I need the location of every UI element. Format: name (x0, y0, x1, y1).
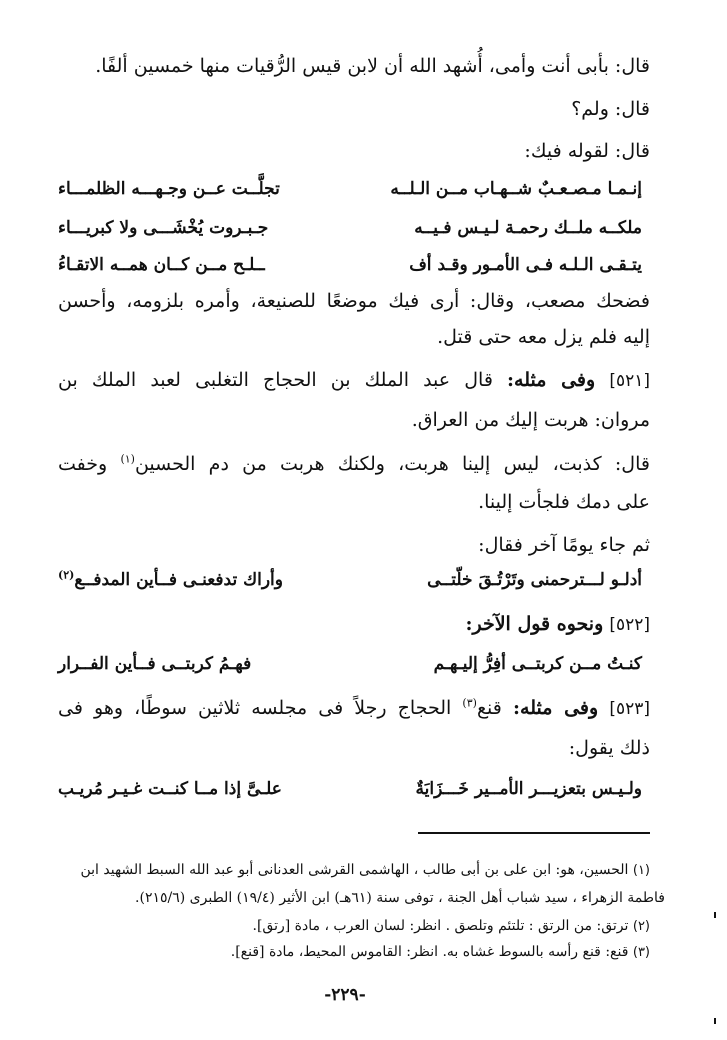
footnote-ref: (١) (120, 452, 135, 466)
footnote-text: قنع: قنع رأسه بالسوط غشاه به. انظر: القاموس المحيط، مادة [قنع]. (230, 944, 629, 960)
paragraph-521 (58, 368, 650, 393)
body-line: إليه فلم يزل معه حتى قتل. (437, 326, 650, 348)
footnote-text: ترتق: من الرتق : تلتئم وتلصق . انظر: لسان العرب ، مادة [رتق]. (252, 918, 629, 934)
paragraph-522 (465, 612, 650, 637)
footnote-ref: (٣) (462, 696, 477, 710)
body-line: ذلك يقول: (568, 737, 650, 759)
footnote-text: الحسين، هو: ابن على بن أبى طالب ، الهاشمى القرشى العدنانى أبو عبد الله السبط الشهيد ابن (80, 862, 629, 878)
footnote-2 (58, 916, 650, 937)
entry-number: [٥٢١] (609, 371, 650, 391)
verse-hemistich: يتـقـى الـلـه فـى الأمـور وقـد أف (409, 255, 642, 275)
verse-line (58, 214, 650, 242)
entry-text: قال عبد الملك بن الحجاج التغلبى لعبد الملك بن (58, 369, 493, 391)
body-line: فضحك مصعب، وقال: أرى فيك موضعًا للصنيعة، وأمره بلزومه، وأحسن (58, 290, 650, 312)
entry-label: وفى مثله: (507, 369, 596, 391)
verse-hemistich: جـبـروت يُخْشَـــى ولا كبريـــاء (58, 218, 269, 238)
body-line: ثم جاء يومًا آخر فقال: (478, 534, 650, 556)
text-run: الحجاج رجلاً فى مجلسه ثلاثين سوطًا، وهو فى (58, 697, 463, 719)
verse-hemistich: ملكــه ملــك رحمـة لـيـس فـيــه (414, 218, 642, 238)
verse-hemistich: فهـمُ كربتــى فــأين الفــرار (58, 654, 252, 674)
verse-hemistich (58, 566, 283, 594)
scan-mark (714, 1018, 716, 1024)
text-run: قنع (476, 697, 502, 719)
footnote-1-cont: فاطمة الزهراء ، سيد شباب أهل الجنة ، توفى سنة (٦١هـ) ابن الأثير (١٩/٤) الطبرى (٢١٥/٦). (135, 890, 665, 906)
verse-line (58, 775, 650, 803)
footnote-number: (٣) (632, 945, 650, 960)
body-line: قال: ولم؟ (571, 98, 650, 120)
verse-line (58, 566, 650, 594)
verse-hemistich: كنـتُ مــن كربتــى أفِرُّ إليـهـم (433, 654, 642, 674)
verse-hemistich: ــلـح مــن كــان همــه الاتقـاءُ (58, 255, 265, 275)
text-run: وأراك تدفعنـى فــأين المدفــع (74, 570, 283, 590)
text-run: قال: كذبت، ليس إلينا هربت، ولكنك هربت من دم الحسين (134, 453, 650, 475)
verse-hemistich: تجلَّــت عــن وجـهـــه الظلمـــاء (58, 179, 280, 199)
body-line: قال: لقوله فيك: (524, 140, 650, 162)
footnote-separator (418, 832, 650, 834)
paragraph-523 (58, 696, 650, 721)
verse-line (58, 650, 650, 678)
scan-mark (714, 912, 716, 918)
verse-line (58, 251, 650, 279)
entry-label: وفى مثله: (513, 697, 599, 719)
verse-hemistich: علـىَّ إذا مــا كنــت غـيـر مُريـب (58, 779, 282, 799)
footnote-1 (58, 860, 650, 881)
footnote-number: (٢) (632, 919, 650, 934)
entry-number: [٥٢٢] (609, 615, 650, 635)
entry-label: ونحوه قول الآخر: (465, 613, 604, 635)
footnote-number: (١) (632, 863, 650, 878)
footnote-ref: (٢) (58, 568, 75, 582)
body-line: مروان: هربت إليك من العراق. (411, 409, 650, 431)
body-line (58, 452, 650, 476)
verse-hemistich: ولـيـس بتعزيـــر الأمــير خَـــزَايَةٌ (415, 779, 642, 799)
text-run: وخفت (58, 453, 121, 475)
footnote-3 (58, 942, 650, 963)
body-line: على دمك فلجأت إلينا. (478, 491, 650, 513)
verse-hemistich: إنـمـا مـصـعـبٌ شــهـاب مــن الـلــه (390, 179, 642, 199)
page-number: -٢٢٩- (324, 985, 366, 1005)
verse-line (58, 175, 650, 203)
entry-number: [٥٢٣] (609, 699, 650, 719)
verse-hemistich: أدلـو لـــترحمنى وتَرْتُـقَ خلّتــى (427, 570, 642, 590)
body-line: قال: بأبى أنت وأمى، أُشهد الله أن لابن قيس الرُّقيات منها خمسين ألفًا. (95, 55, 650, 77)
